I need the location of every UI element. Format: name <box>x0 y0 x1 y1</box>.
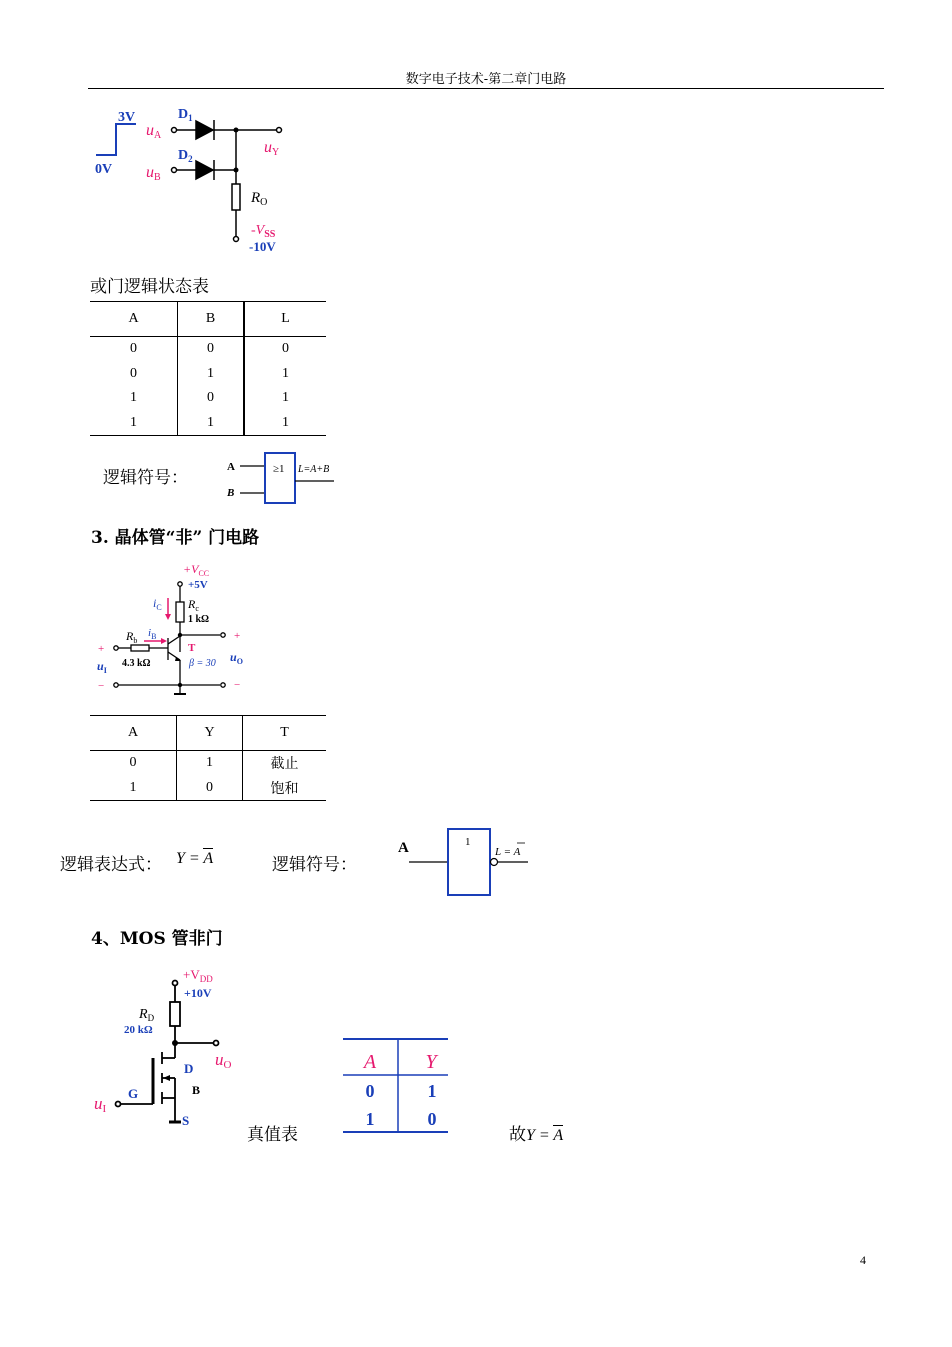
ub-label: u <box>146 164 154 181</box>
svg-text:uA <box>146 122 162 141</box>
or-gate-symbol <box>224 450 344 506</box>
uy-label: u <box>264 139 272 156</box>
input-minus: − <box>98 680 105 692</box>
input-step-waveform <box>96 124 136 155</box>
svg-text:Rc: $R_c$ <box>188 597 199 613</box>
table-header-row <box>90 302 326 337</box>
conclusion-expr: Y = A <box>526 1127 564 1144</box>
rd-label: R <box>139 1007 148 1022</box>
or-table-caption: 或门逻辑状态表 <box>90 277 209 297</box>
uo-label: u <box>215 1050 224 1069</box>
svg-text:uI: uI <box>94 1094 107 1115</box>
svg-text:uI: $u_I$ <box>97 659 107 675</box>
svg-text:-VSS: $-V_{SS}$ <box>251 223 276 240</box>
or-output-label: L=A+B <box>298 464 330 475</box>
svg-text:+VCC: $+V_{CC}$ <box>183 562 210 578</box>
section-3-heading: 3. 晶体管“非” 门电路 <box>91 528 260 548</box>
rd-value: 20 kΩ <box>124 1024 153 1036</box>
table-header-row: A Y T <box>90 716 326 751</box>
rc-value: 1 kΩ <box>188 614 210 625</box>
not-truth-table <box>90 715 326 801</box>
not-symbol-label: 逻辑符号： <box>272 855 357 875</box>
high-level-label: 3V <box>118 110 136 125</box>
mos-truth-table <box>340 1035 452 1135</box>
not-gate-symbol <box>395 825 535 900</box>
not-expression: Y = A <box>176 850 214 867</box>
diode-d2-icon <box>196 160 214 180</box>
beta-label: β = 30 <box>189 658 216 669</box>
ro-label: R <box>251 190 261 206</box>
expr-label: 逻辑表达式： <box>60 855 162 875</box>
svg-text:D2: $D_2$ <box>178 148 193 164</box>
svg-text:1: 1 <box>365 1109 375 1129</box>
svg-text:0: 0 <box>365 1081 375 1101</box>
svg-text:uO: uO <box>215 1050 232 1071</box>
ui-label: u <box>97 659 104 673</box>
svg-text:RD: $R_D$ <box>139 1007 155 1023</box>
svg-text:uY: uY <box>264 139 280 158</box>
or-truth-table <box>90 301 326 436</box>
d2-label: D <box>178 148 189 163</box>
rc-label: R <box>188 597 196 611</box>
d1-label: D <box>178 107 189 122</box>
ua-label: u <box>146 122 154 139</box>
conclusion <box>509 1120 563 1145</box>
svg-text:1: 1 <box>427 1081 437 1101</box>
not-input-a: A <box>398 840 409 856</box>
table-row: 0 1 截止 <box>90 751 326 776</box>
table-row: 1 0 饱和 <box>90 776 326 801</box>
or-gate-text: ≥1 <box>273 463 285 475</box>
not-output-label: L = A <box>495 846 521 858</box>
output-minus: − <box>234 679 241 691</box>
output-plus: + <box>234 630 241 642</box>
not-gate-text: 1 <box>465 836 471 848</box>
or-input-a: A <box>227 461 235 473</box>
ua-sub: A <box>154 130 162 141</box>
uo-label: u <box>230 650 237 664</box>
svg-text:+VDD: $+V_{DD}$ <box>183 967 213 984</box>
svg-text:uB <box>146 164 161 183</box>
page-header-title: 数字电子技术-第二章门电路 <box>405 72 567 87</box>
or-symbol-label: 逻辑符号： <box>103 468 188 488</box>
or-gate-diode-circuit <box>88 100 328 260</box>
transistor-not-circuit <box>88 560 268 705</box>
svg-text:uO: $u_O$ <box>230 650 243 666</box>
table-row: 1 0 1 <box>90 386 326 411</box>
ic-label: i <box>153 596 157 610</box>
g-label: G <box>128 1086 139 1101</box>
vdd-value: +10V <box>184 986 212 1000</box>
vdd-label: +V <box>183 967 200 982</box>
input-plus: + <box>98 643 105 655</box>
table-row: 0 1 1 <box>90 362 326 387</box>
mos-header-y: Y <box>425 1051 437 1073</box>
conclusion-prefix: 故 <box>509 1125 526 1145</box>
ib-label: i <box>148 627 152 639</box>
inversion-bubble-icon <box>491 859 498 866</box>
svg-text:D1: $D_1$ <box>178 107 193 123</box>
page-number: 4 <box>860 1253 866 1267</box>
section-4-heading: 4、MOS 管非门 <box>91 929 223 949</box>
vss-label: -V <box>251 223 265 238</box>
mos-not-circuit <box>88 962 263 1144</box>
d-label: D <box>184 1061 194 1076</box>
col-header-l: L <box>244 302 326 337</box>
col-header-a: A <box>90 302 178 337</box>
diode-d1-icon <box>196 120 214 140</box>
header-divider <box>88 88 884 89</box>
rb-label: R <box>126 629 134 643</box>
s-label: S <box>182 1113 190 1128</box>
svg-text:RO: $R_O$ <box>251 190 268 208</box>
ub-sub: B <box>154 172 161 183</box>
t-label: T <box>188 642 196 654</box>
vcc-value: +5V <box>188 579 208 591</box>
b-label: B <box>192 1083 201 1097</box>
table-row: 1 1 1 <box>90 411 326 436</box>
col-header-b: B <box>178 302 245 337</box>
truth-table-label: 真值表 <box>247 1125 298 1145</box>
rb-value: 4.3 kΩ <box>122 658 151 669</box>
svg-text:iB: $i_B$ <box>148 627 157 641</box>
svg-text:0: 0 <box>427 1109 437 1129</box>
svg-text:iC: $i_C$ <box>153 596 162 612</box>
mos-header-a: A <box>363 1051 377 1073</box>
ui-label: u <box>94 1094 103 1113</box>
or-input-b: B <box>227 487 235 499</box>
low-level-label: 0V <box>95 162 113 177</box>
svg-text:Rb: $R_b$ <box>126 629 138 645</box>
vss-value: -10V <box>249 239 276 254</box>
vcc-label: +V <box>183 562 199 576</box>
table-row: 0 0 0 <box>90 337 326 362</box>
